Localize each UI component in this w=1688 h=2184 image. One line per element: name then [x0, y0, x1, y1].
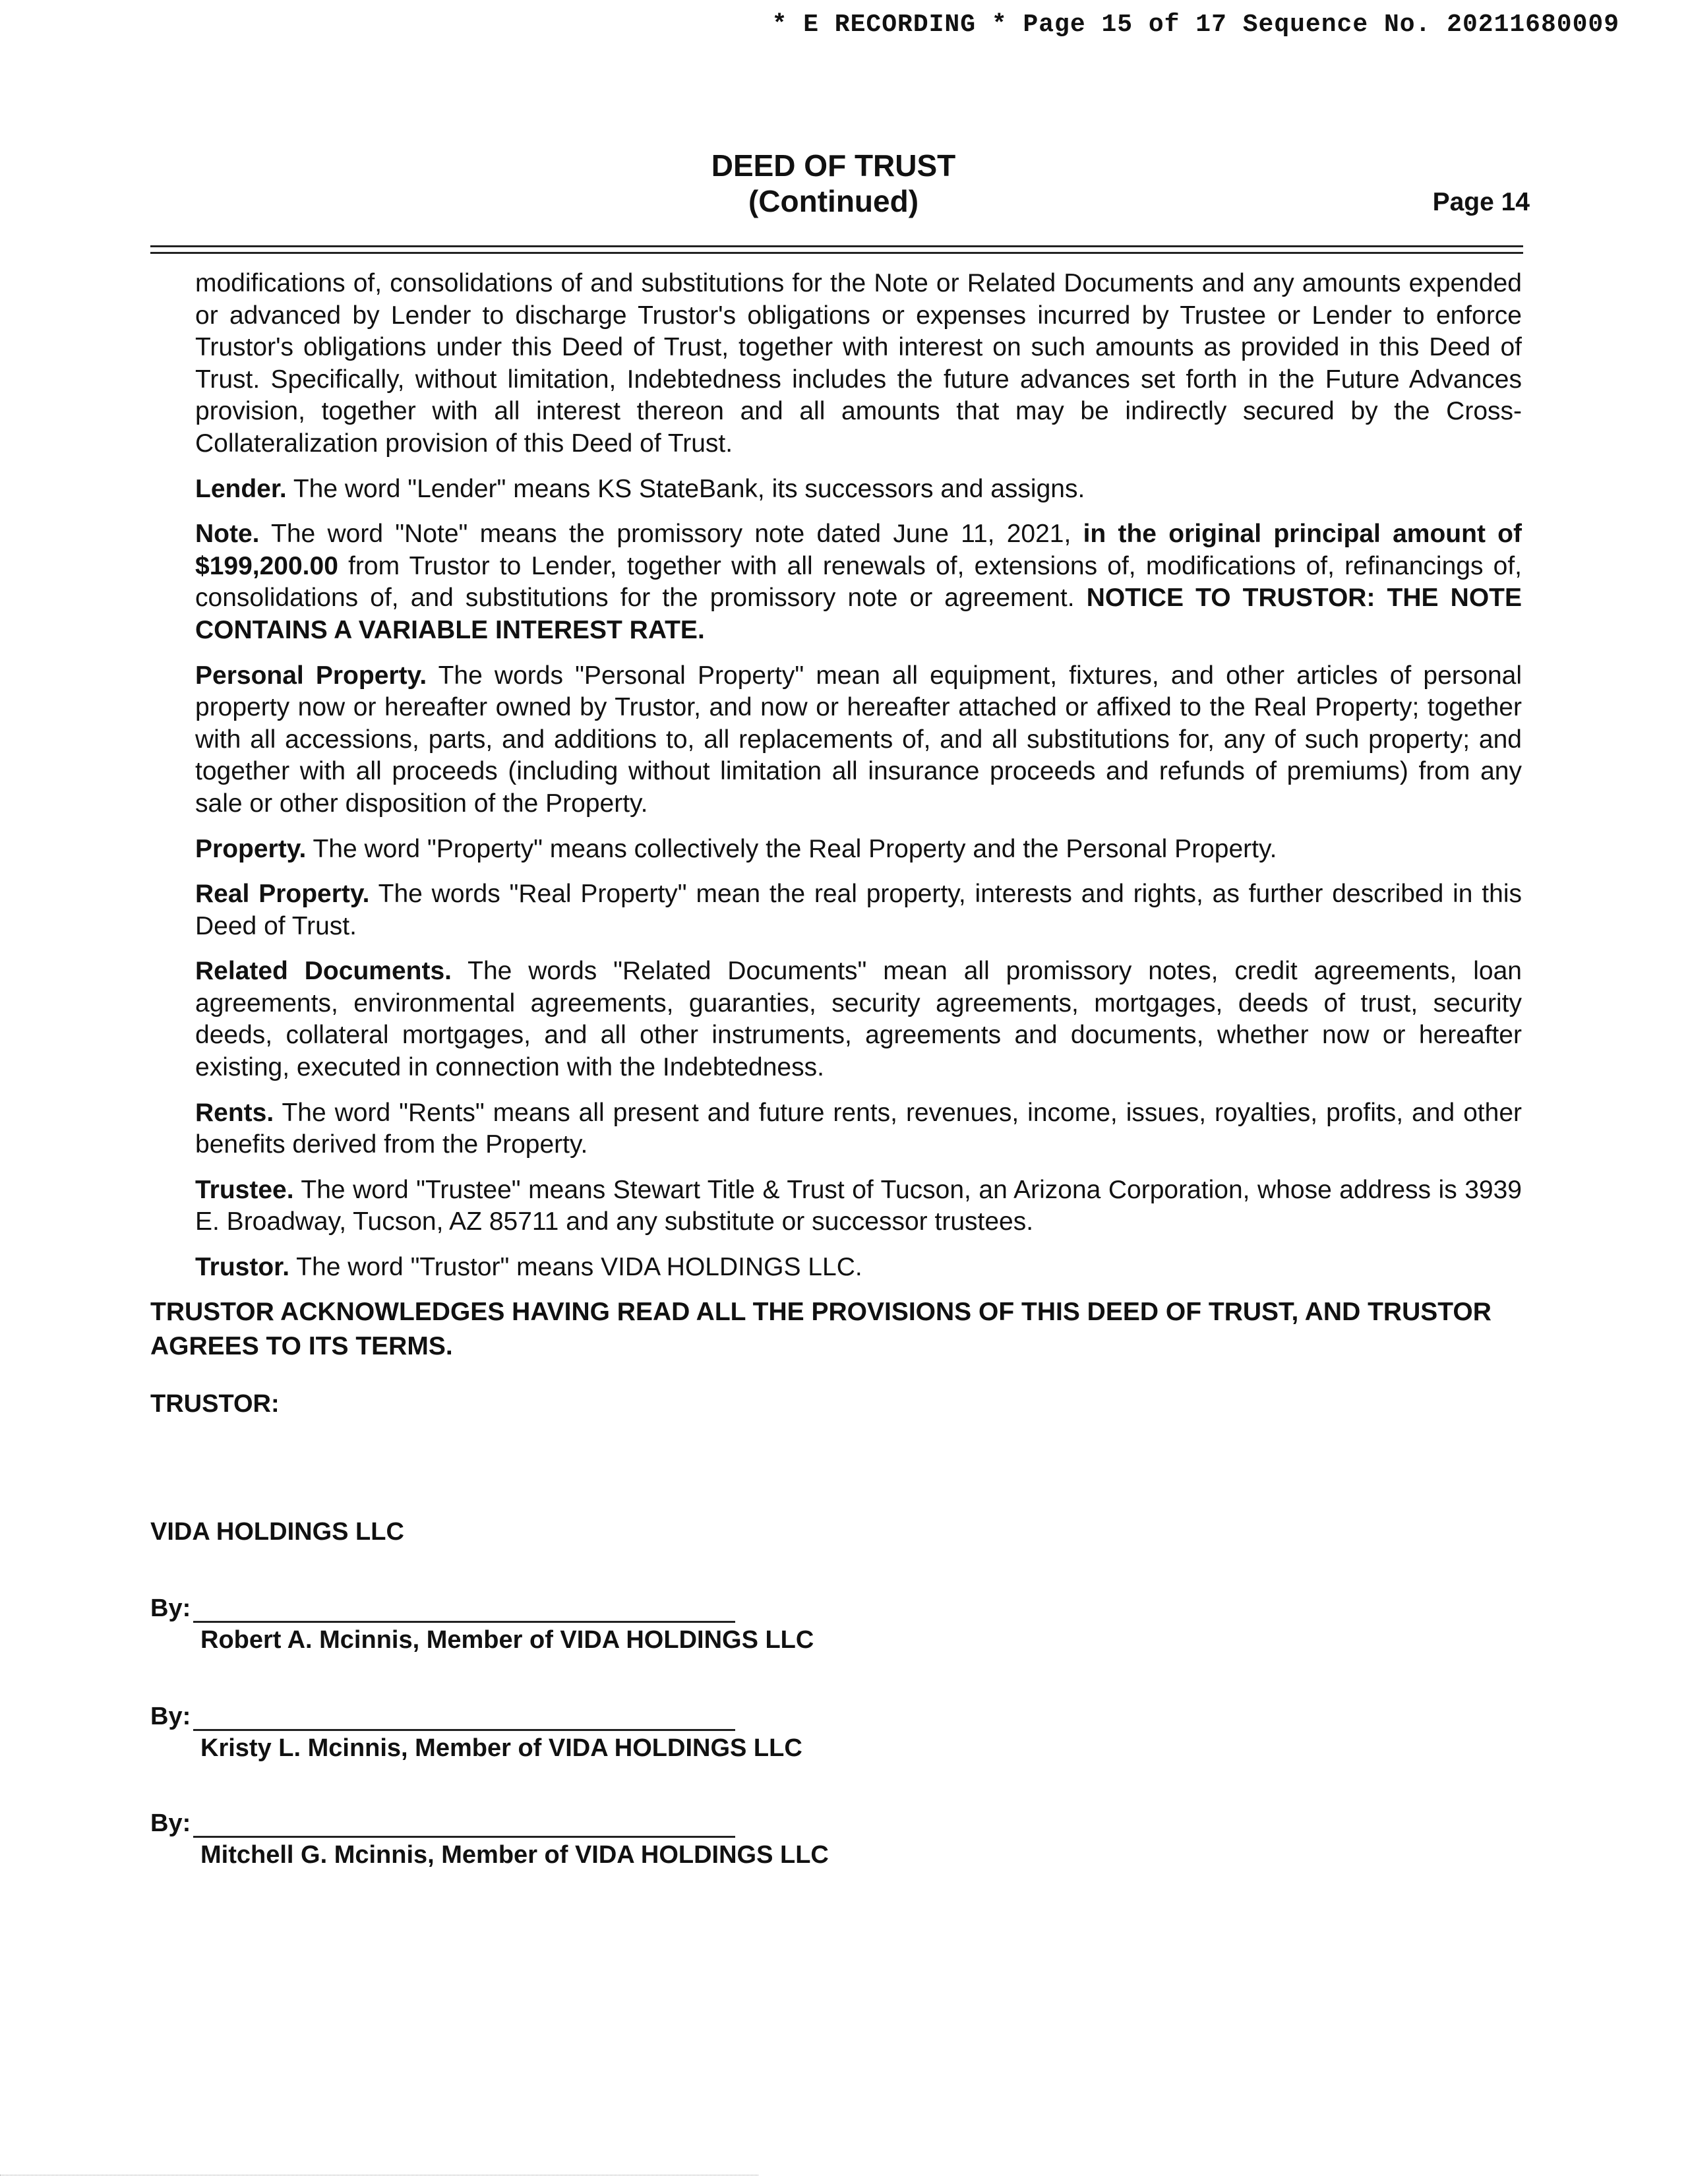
definition-property [195, 834, 1522, 866]
term-trustor: Trustor. [195, 1253, 290, 1282]
note-variable-rate-notice: NOTICE TO TRUSTOR: THE NOTE CONTAINS A VARIABLE INTEREST RATE. [195, 584, 1522, 644]
definition-note [195, 518, 1522, 646]
definition-trustor [195, 1252, 1522, 1284]
term-real-property: Real Property. [195, 880, 370, 909]
trustor-label: TRUSTOR: [150, 1390, 280, 1418]
signature-block-2 [150, 1703, 802, 1762]
signer-name: Robert A. Mcinnis, Member of VIDA HOLDINGS LLC [200, 1626, 814, 1654]
text-real-property: The words "Real Property" mean the real property, interests and rights, as further described in this Deed of Trust. [195, 880, 1522, 940]
definition-rents [195, 1097, 1522, 1161]
term-related-documents: Related Documents. [195, 957, 452, 986]
signature-block-1 [150, 1594, 814, 1654]
title-line-2: (Continued) [748, 184, 919, 218]
definition-trustee [195, 1174, 1522, 1238]
definition-personal-property [195, 660, 1522, 820]
signature-line[interactable] [193, 1812, 735, 1838]
by-label: By: [150, 1703, 191, 1730]
document-title [0, 148, 1667, 219]
text-note-1: The word "Note" means the promissory note dated June 11, 2021, [259, 520, 1083, 549]
note-principal-amount: in the original principal amount of $199,200.00 [195, 520, 1522, 580]
text-lender: The word "Lender" means KS StateBank, its successors and assigns. [286, 474, 1085, 503]
term-rents: Rents. [195, 1098, 274, 1127]
entity-name: VIDA HOLDINGS LLC [150, 1518, 404, 1546]
definition-lender [195, 473, 1522, 506]
recording-header: * E RECORDING * Page 15 of 17 Sequence No. 20211680009 [771, 11, 1619, 39]
text-rents: The word "Rents" means all present and future rents, revenues, income, issues, royalties, profits, and other benefits derived from the Property. [195, 1098, 1522, 1159]
header-rule-top [150, 245, 1523, 247]
signature-line[interactable] [193, 1705, 735, 1731]
term-personal-property: Personal Property. [195, 661, 427, 690]
indebtedness-continued: modifications of, consolidations of and substitutions for the Note or Related Documents and any amounts expended or advanced by Lender to discharge Trustor's obligations or expenses incurred by Trustee or Lender to enforce Trustor's obligations under this Deed of Trust, together with interest on such amounts as provided in this Deed of Trust. Specifically, without limitation, Indebtedness includes the future advances set forth in the Future Advances provision, together with all interest thereon and all amounts that may be indirectly secured by the Cross-Collateralization provision of this Deed of Trust. [195, 269, 1522, 458]
text-note-2: from Trustor to Lender, together with all renewals of, extensions of, modifications of, refinancings of, consolidations of, and substitutions for the promissory note or agreement. [195, 551, 1522, 613]
header-rule-bottom [150, 252, 1523, 254]
term-property: Property. [195, 834, 307, 863]
title-line-1: DEED OF TRUST [711, 148, 956, 183]
term-trustee: Trustee. [195, 1175, 294, 1204]
acknowledgement: TRUSTOR ACKNOWLEDGES HAVING READ ALL THE PROVISIONS OF THIS DEED OF TRUST, AND TRUSTOR AGREES TO ITS TERMS. [150, 1298, 1492, 1360]
definition-real-property [195, 878, 1522, 942]
text-trustor: The word "Trustor" means VIDA HOLDINGS LLC. [289, 1253, 862, 1282]
document-body [195, 268, 1522, 1297]
by-label: By: [150, 1809, 191, 1837]
signature-block-3 [150, 1809, 829, 1869]
term-note: Note. [195, 520, 260, 549]
text-personal-property: The words "Personal Property" mean all equipment, fixtures, and other articles of personal property now or hereafter owned by Trustor, and now or hereafter attached or affixed to the Real Property; together with all accessions, parts, and additions to, all replacements of, and all substitutions for, any of such property; and together with all proceeds (including without limitation all insurance proceeds and refunds of premiums) from any sale or other disposition of the Property. [195, 661, 1522, 818]
text-property: The word "Property" means collectively the Real Property and the Personal Property. [306, 834, 1277, 863]
definition-related-documents [195, 956, 1522, 1083]
text-related-documents: The words "Related Documents" mean all promissory notes, credit agreements, loan agreements, environmental agreements, guaranties, security agreements, mortgages, deeds of trust, security deeds, collateral mortgages, and all other instruments, agreements and documents, whether now or hereafter existing, executed in connection with the Indebtedness. [195, 957, 1522, 1082]
signer-name: Mitchell G. Mcinnis, Member of VIDA HOLDINGS LLC [200, 1841, 829, 1869]
term-lender: Lender. [195, 474, 287, 503]
page-number: Page 14 [1432, 188, 1530, 216]
signature-line[interactable] [193, 1597, 735, 1623]
signer-name: Kristy L. Mcinnis, Member of VIDA HOLDINGS LLC [200, 1734, 802, 1762]
by-label: By: [150, 1594, 191, 1622]
text-trustee: The word "Trustee" means Stewart Title & Trust of Tucson, an Arizona Corporation, whose address is 3939 E. Broadway, Tucson, AZ 85711 and any substitute or successor trustees. [195, 1175, 1522, 1236]
